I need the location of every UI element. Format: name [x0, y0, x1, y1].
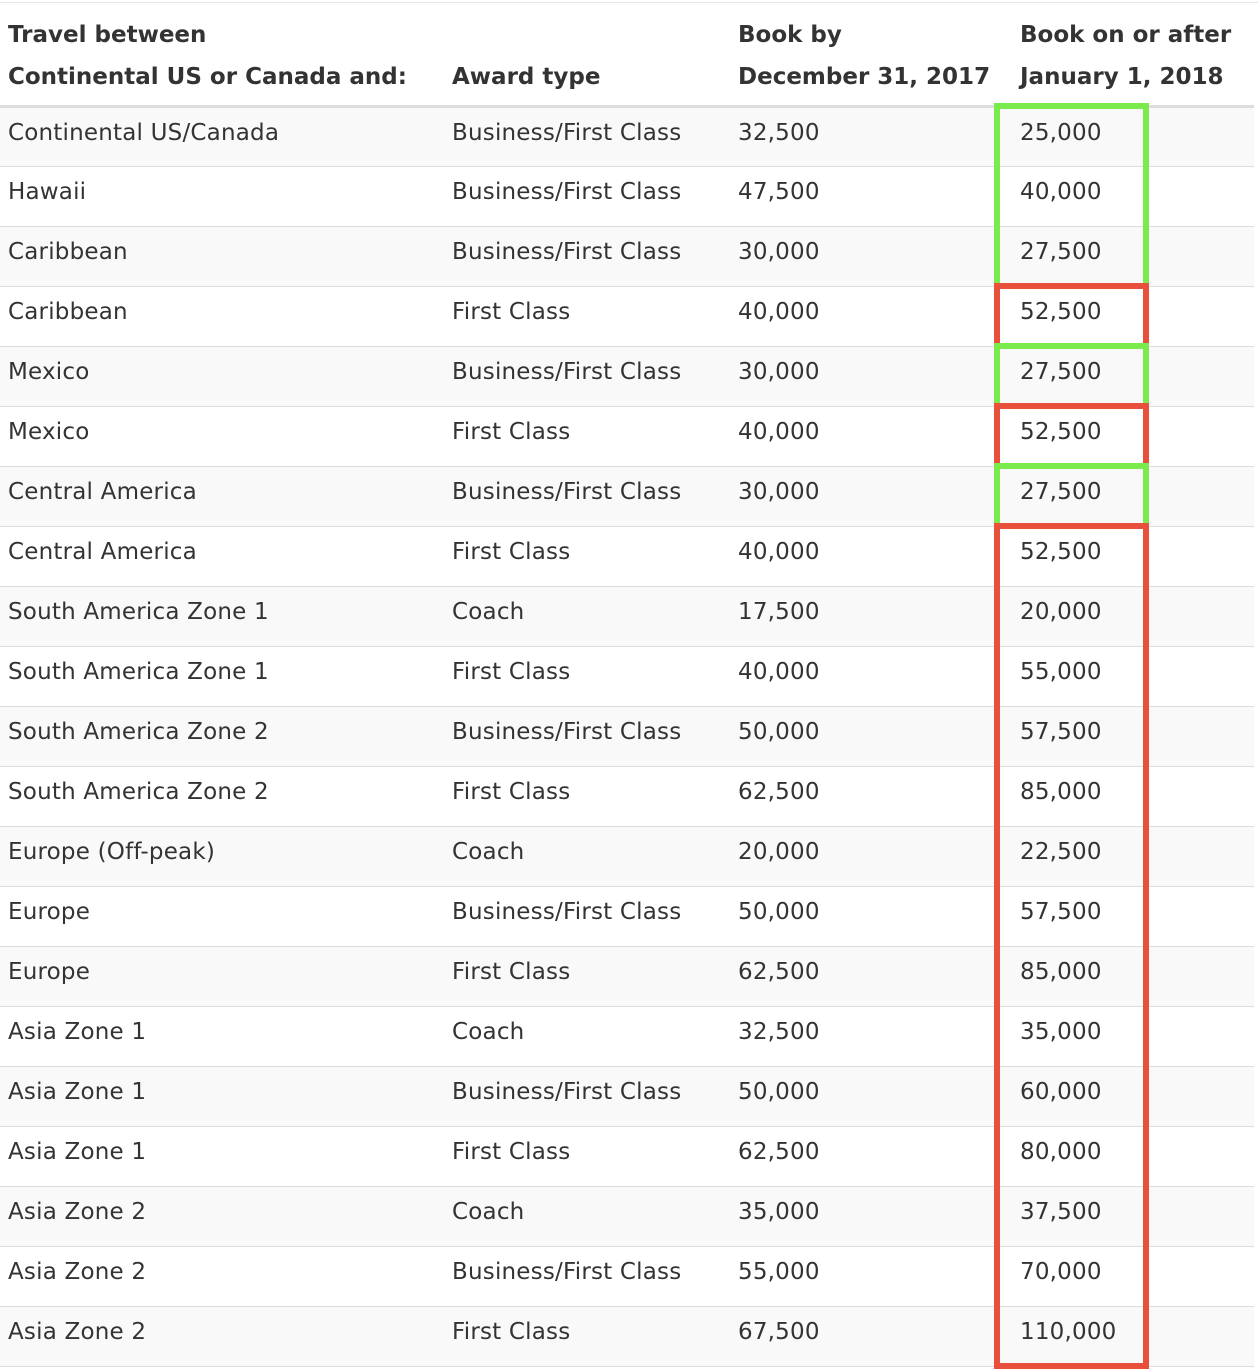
cell-book-by: 50,000	[730, 886, 1012, 946]
cell-book-after: 25,000	[1012, 106, 1254, 166]
cell-award-type: Coach	[444, 826, 730, 886]
table-row	[0, 826, 1254, 886]
cell-destination: Asia Zone 1	[0, 1126, 444, 1186]
table-row	[0, 766, 1254, 826]
header-book-after-line1: Book on or after	[1020, 22, 1232, 48]
cell-award-type: Business/First Class	[444, 1066, 730, 1126]
cell-destination: Asia Zone 2	[0, 1246, 444, 1306]
header-destination	[0, 0, 444, 106]
cell-destination: Asia Zone 1	[0, 1006, 444, 1066]
cell-destination: Central America	[0, 526, 444, 586]
cell-award-type: First Class	[444, 526, 730, 586]
cell-book-by: 17,500	[730, 586, 1012, 646]
cell-destination: Mexico	[0, 406, 444, 466]
header-book-by-line1: Book by	[738, 22, 842, 48]
header-book-after-line2: January 1, 2018	[1020, 64, 1224, 90]
table-row	[0, 466, 1254, 526]
cell-book-after: 110,000	[1012, 1306, 1254, 1366]
cell-book-after: 57,500	[1012, 706, 1254, 766]
cell-book-by: 30,000	[730, 466, 1012, 526]
cell-destination: Asia Zone 1	[0, 1066, 444, 1126]
cell-destination: Continental US/Canada	[0, 106, 444, 166]
cell-book-by: 32,500	[730, 1006, 1012, 1066]
cell-award-type: Business/First Class	[444, 706, 730, 766]
cell-book-by: 40,000	[730, 406, 1012, 466]
table-row	[0, 646, 1254, 706]
table-row	[0, 286, 1254, 346]
cell-book-after: 80,000	[1012, 1126, 1254, 1186]
header-destination-line2: Continental US or Canada and:	[8, 64, 407, 90]
table-row	[0, 586, 1254, 646]
cell-award-type: First Class	[444, 646, 730, 706]
cell-book-after: 27,500	[1012, 346, 1254, 406]
table-row	[0, 1246, 1254, 1306]
cell-book-by: 30,000	[730, 346, 1012, 406]
cell-destination: Asia Zone 2	[0, 1186, 444, 1246]
cell-award-type: Business/First Class	[444, 106, 730, 166]
header-row	[0, 0, 1254, 106]
cell-book-by: 40,000	[730, 646, 1012, 706]
cell-book-after: 52,500	[1012, 526, 1254, 586]
cell-book-after: 20,000	[1012, 586, 1254, 646]
header-destination-line1: Travel between	[8, 22, 207, 48]
table-body	[0, 106, 1254, 1366]
cell-award-type: First Class	[444, 406, 730, 466]
cell-book-by: 50,000	[730, 1066, 1012, 1126]
cell-book-by: 50,000	[730, 706, 1012, 766]
table-row	[0, 946, 1254, 1006]
cell-destination: Hawaii	[0, 166, 444, 226]
cell-book-by: 62,500	[730, 766, 1012, 826]
cell-destination: Caribbean	[0, 226, 444, 286]
cell-book-by: 20,000	[730, 826, 1012, 886]
cell-book-by: 62,500	[730, 1126, 1012, 1186]
cell-book-after: 52,500	[1012, 286, 1254, 346]
header-book-by-line2: December 31, 2017	[738, 64, 991, 90]
cell-book-by: 30,000	[730, 226, 1012, 286]
cell-book-after: 57,500	[1012, 886, 1254, 946]
cell-book-by: 35,000	[730, 1186, 1012, 1246]
table-row	[0, 106, 1254, 166]
cell-destination: South America Zone 2	[0, 766, 444, 826]
cell-destination: Europe	[0, 886, 444, 946]
cell-book-after: 40,000	[1012, 166, 1254, 226]
cell-book-after: 60,000	[1012, 1066, 1254, 1126]
table-row	[0, 1126, 1254, 1186]
cell-book-after: 22,500	[1012, 826, 1254, 886]
cell-award-type: Business/First Class	[444, 166, 730, 226]
cell-destination: Asia Zone 2	[0, 1306, 444, 1366]
cell-book-by: 67,500	[730, 1306, 1012, 1366]
header-award-type	[444, 0, 730, 106]
table-row	[0, 886, 1254, 946]
cell-award-type: First Class	[444, 1126, 730, 1186]
cell-book-after: 27,500	[1012, 226, 1254, 286]
cell-award-type: Business/First Class	[444, 346, 730, 406]
cell-destination: Central America	[0, 466, 444, 526]
cell-award-type: Business/First Class	[444, 466, 730, 526]
cell-book-after: 85,000	[1012, 946, 1254, 1006]
table-row	[0, 346, 1254, 406]
table-row	[0, 1306, 1254, 1366]
cell-destination: Europe	[0, 946, 444, 1006]
header-book-after	[1012, 0, 1254, 106]
cell-award-type: First Class	[444, 766, 730, 826]
table-row	[0, 1006, 1254, 1066]
cell-book-by: 47,500	[730, 166, 1012, 226]
table-row	[0, 706, 1254, 766]
cell-award-type: Coach	[444, 1006, 730, 1066]
cell-destination: Caribbean	[0, 286, 444, 346]
table-row	[0, 526, 1254, 586]
cell-book-after: 27,500	[1012, 466, 1254, 526]
cell-book-after: 35,000	[1012, 1006, 1254, 1066]
cell-award-type: Coach	[444, 1186, 730, 1246]
cell-destination: Europe (Off-peak)	[0, 826, 444, 886]
cell-book-after: 55,000	[1012, 646, 1254, 706]
table-row	[0, 226, 1254, 286]
cell-award-type: Business/First Class	[444, 226, 730, 286]
cell-award-type: Coach	[444, 586, 730, 646]
cell-destination: South America Zone 1	[0, 586, 444, 646]
cell-book-after: 37,500	[1012, 1186, 1254, 1246]
cell-book-by: 40,000	[730, 286, 1012, 346]
cell-book-after: 85,000	[1012, 766, 1254, 826]
cell-book-by: 55,000	[730, 1246, 1012, 1306]
cell-destination: South America Zone 2	[0, 706, 444, 766]
cell-destination: Mexico	[0, 346, 444, 406]
table-row	[0, 1186, 1254, 1246]
header-book-by	[730, 0, 1012, 106]
table-row	[0, 406, 1254, 466]
table-row	[0, 1066, 1254, 1126]
cell-book-after: 70,000	[1012, 1246, 1254, 1306]
cell-book-after: 52,500	[1012, 406, 1254, 466]
cell-award-type: First Class	[444, 286, 730, 346]
table-row	[0, 166, 1254, 226]
table-header	[0, 0, 1254, 106]
cell-award-type: Business/First Class	[444, 1246, 730, 1306]
header-award-type-label: Award type	[452, 64, 601, 90]
cell-award-type: Business/First Class	[444, 886, 730, 946]
cell-book-by: 32,500	[730, 106, 1012, 166]
cell-book-by: 40,000	[730, 526, 1012, 586]
cell-book-by: 62,500	[730, 946, 1012, 1006]
cell-award-type: First Class	[444, 946, 730, 1006]
cell-destination: South America Zone 1	[0, 646, 444, 706]
cell-award-type: First Class	[444, 1306, 730, 1366]
